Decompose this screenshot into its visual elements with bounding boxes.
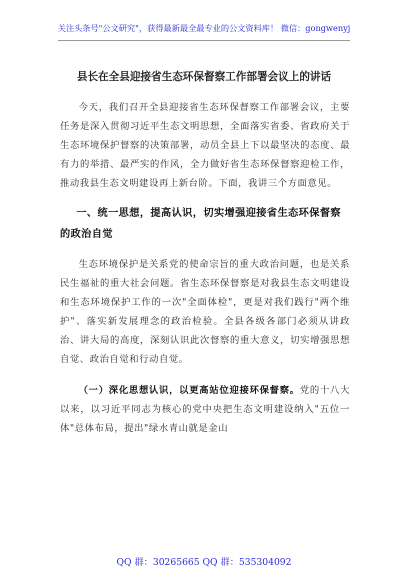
footer-contact xyxy=(0,556,408,569)
header-banner-text: 关注头条号"公文研究"，获得最新最全最专业的公文资料库！ 微信：gongwenyj xyxy=(57,23,351,33)
intro-paragraph: 今天，我们召开全县迎接省生态环保督察工作部署会议，主要任务是深入贯彻习近平生态文明思想，全面落实省委、省政府关于生态环境保护督察的决策部署，动员全县上下以最坚决的态度、最有力的举措、最严实的作风，全力做好省生态环保督察迎检工作，推动我县生态文明建设再上新台阶。下面，我讲三个方面意见。 xyxy=(60,102,350,189)
subsection-1-paragraph xyxy=(60,381,350,438)
subsection-1-heading: （一）深化思想认识，以更高站位迎接环保督察。 xyxy=(78,385,300,396)
subsection-1-text: 党的十八大以来，以习近平同志为核心的党中央把生态文明建设纳入"五位一体"总体布局，提出"绿水青山就是金山 xyxy=(60,385,350,434)
document-title: 县长在全县迎接省生态环保督察工作部署会议上的讲话 xyxy=(76,71,332,83)
header-banner xyxy=(34,22,374,34)
document-body xyxy=(60,98,350,438)
paragraph-gap xyxy=(60,369,350,381)
header-divider xyxy=(58,40,350,41)
section-1-paragraph: 生态环境保护是关系党的使命宗旨的重大政治问题，也是关系民生福祉的重大社会问题。省生态环保督察是对我县生态文明建设和生态环境保护工作的一次"全面体检"，更是对我们践行"两个维护"、落实新发展理念的政治检验。全县各级各部门必须从讲政治、讲大局的高度，深刻认识此次督察的重大意义，切实增强思想自觉、政治自觉和行动自觉。 xyxy=(60,259,350,365)
footer-qq-groups: QQ 群：30265665 QQ 群：535304092 xyxy=(116,557,292,568)
section-1-heading: 一、统一思想，提高认识，切实增强迎接省生态环保督察的政治自觉 xyxy=(60,207,341,240)
